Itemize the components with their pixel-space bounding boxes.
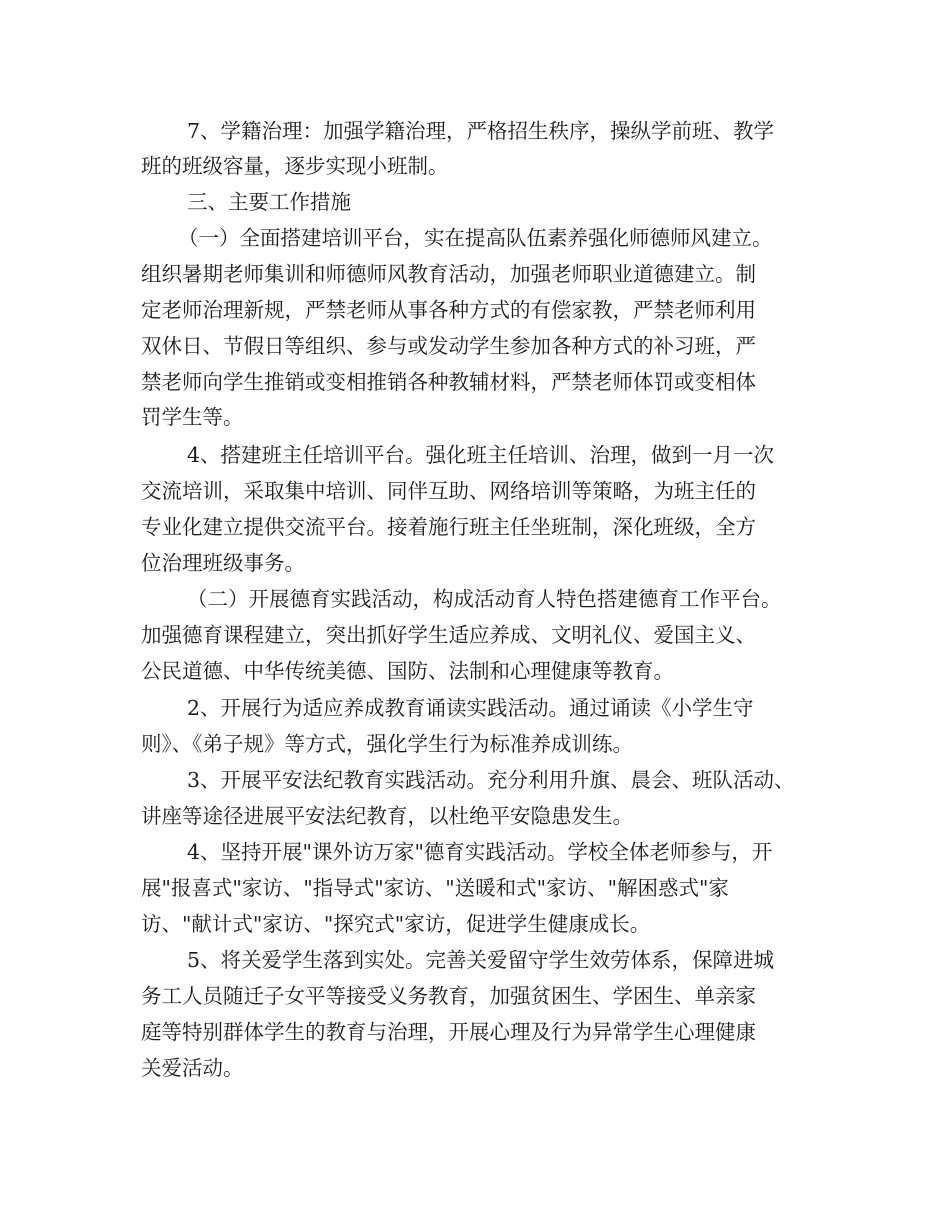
text-line: 位治理班级事务。 <box>141 551 305 575</box>
text-line: 专业化建立提供交流平台。接着施行班主任坐班制，深化班级，全方 <box>141 515 756 539</box>
text-line: （一）全面搭建培训平台，实在提高队伍素养强化师德师风建立。 <box>178 226 773 250</box>
text-line: 则》、《弟子规》等方式，强化学生行为标准养成训练。 <box>141 732 633 756</box>
text-line: 3、开展平安法纪教育实践活动。充分利用升旗、晨会、班队活动、 <box>187 768 795 792</box>
text-line: 2、开展行为适应养成教育诵读实践活动。通过诵读《小学生守 <box>187 696 754 720</box>
text-line: 4、搭建班主任培训平台。强化班主任培训、治理，做到一月一次 <box>187 443 775 467</box>
text-line: 组织暑期老师集训和师德师风教育活动，加强老师职业道德建立。制 <box>141 262 756 286</box>
text-line: 务工人员随迁子女平等接受义务教育，加强贫困生、学困生、单亲家 <box>141 984 756 1008</box>
text-line: 关爱活动。 <box>141 1056 244 1080</box>
text-line: 4、坚持开展"课外访万家"德育实践活动。学校全体老师参与，开 <box>187 840 773 864</box>
text-line: 庭等特别群体学生的教育与治理，开展心理及行为异常学生心理健康 <box>141 1020 756 1044</box>
text-line: 访、"献计式"家访、"探究式"家访，促进学生健康成长。 <box>141 912 651 936</box>
text-line: 定老师治理新规，严禁老师从事各种方式的有偿家教，严禁老师利用 <box>141 298 756 322</box>
text-line: 展"报喜式"家访、"指导式"家访、"送暖和式"家访、"解困惑式"家 <box>141 876 729 900</box>
text-line: 班的班级容量，逐步实现小班制。 <box>141 154 449 178</box>
text-line: 5、将关爱学生落到实处。完善关爱留守学生效劳体系，保障进城 <box>187 948 775 972</box>
text-line: 双休日、节假日等组织、参与或发动学生参加各种方式的补习班，严 <box>141 334 756 358</box>
text-line: 加强德育课程建立，突出抓好学生适应养成、文明礼仪、爱国主义、 <box>141 623 756 647</box>
text-line: （二）开展德育实践活动，构成活动育人特色搭建德育工作平台。 <box>187 587 782 611</box>
text-line: 讲座等途径进展平安法纪教育，以杜绝平安隐患发生。 <box>141 804 633 828</box>
text-line: 交流培训，采取集中培训、同伴互助、网络培训等策略，为班主任的 <box>141 479 756 503</box>
section-heading: 三、主要工作措施 <box>187 190 351 214</box>
text-line: 禁老师向学生推销或变相推销各种教辅材料，严禁老师体罚或变相体 <box>141 370 756 394</box>
text-line: 7、学籍治理：加强学籍治理，严格招生秩序，操纵学前班、教学 <box>187 119 775 143</box>
text-line: 公民道德、中华传统美德、国防、法制和心理健康等教育。 <box>141 659 674 683</box>
text-line: 罚学生等。 <box>141 405 244 429</box>
